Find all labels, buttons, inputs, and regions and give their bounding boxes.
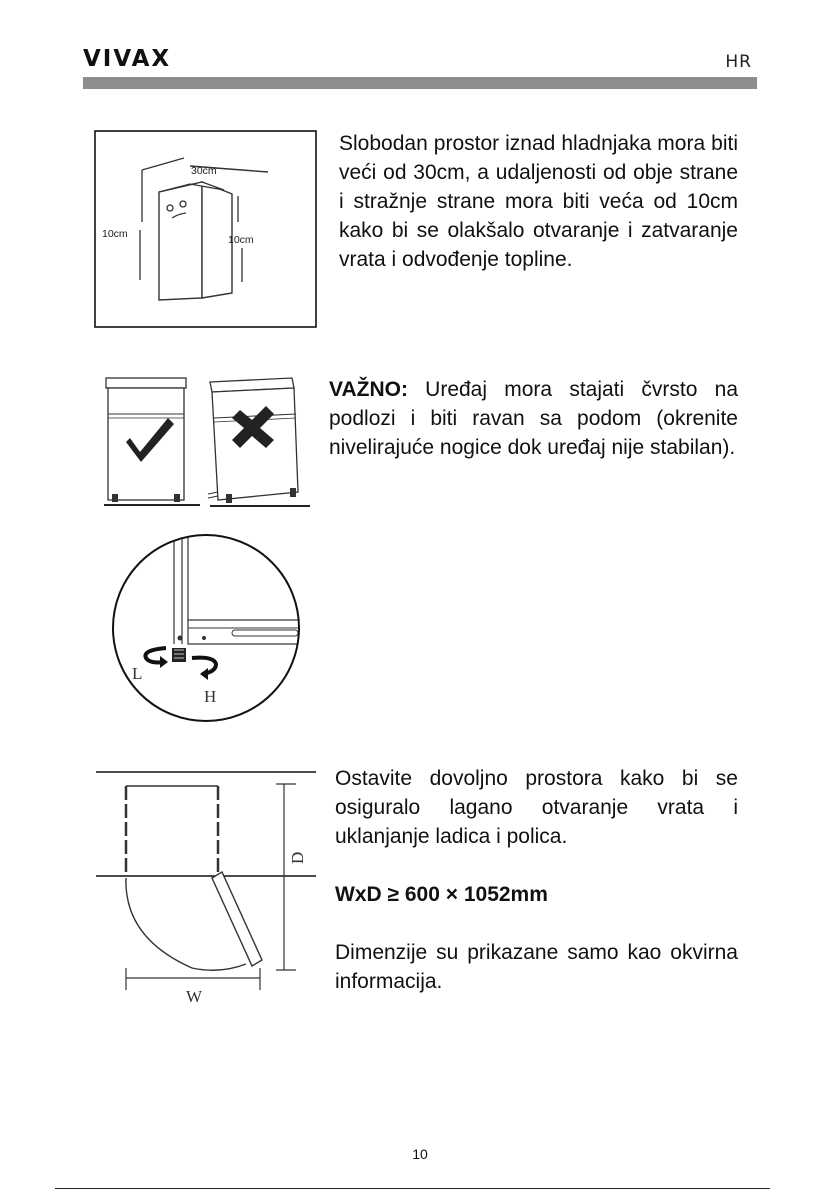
clearance-diagram (94, 130, 318, 330)
clearance-text: Slobodan prostor iznad hladnjaka mora biti veći od 30cm, a udaljenosti od obje strane i stražnje strane mora biti veća od 10cm kako bi se olakšalo otvaranje i zatvaranje vrata i odvođenje topline. (339, 132, 738, 271)
door-opening-diagram (96, 768, 320, 1008)
label-10cm-left: 10cm (102, 228, 128, 240)
important-text (329, 375, 738, 462)
page-number: 10 (412, 1146, 428, 1162)
label-30cm: 30cm (191, 165, 217, 177)
header-divider-bar (83, 77, 757, 89)
footer-rule (55, 1188, 770, 1189)
space-text: Ostavite dovoljno prostora kako bi se osiguralo lagano otvaranje vrata i uklanjanje ladica i polica. (335, 767, 738, 848)
important-label: VAŽNO: (329, 378, 408, 401)
level-wrong-diagram (204, 376, 310, 510)
leveling-foot-detail (108, 532, 308, 726)
label-10cm-right: 10cm (228, 234, 254, 246)
label-h: H (204, 687, 217, 706)
label-d: D (288, 851, 307, 864)
language-code: HR (725, 52, 752, 72)
level-correct-diagram (104, 376, 200, 510)
label-w: W (186, 987, 203, 1006)
label-l: L (132, 664, 143, 683)
important-body: Uređaj mora stajati čvrsto na podlozi i biti ravan sa podom (okrenite nivelirajuće nogice dok uređaj nije stabilan). (329, 378, 738, 459)
brand-logo: VIVAX (83, 46, 172, 72)
dimension-note: Dimenzije su prikazane samo kao okvirna informacija. (335, 941, 738, 993)
dimension-requirement: WxD ≥ 600 × 1052mm (335, 883, 548, 906)
space-text-block (335, 764, 738, 996)
